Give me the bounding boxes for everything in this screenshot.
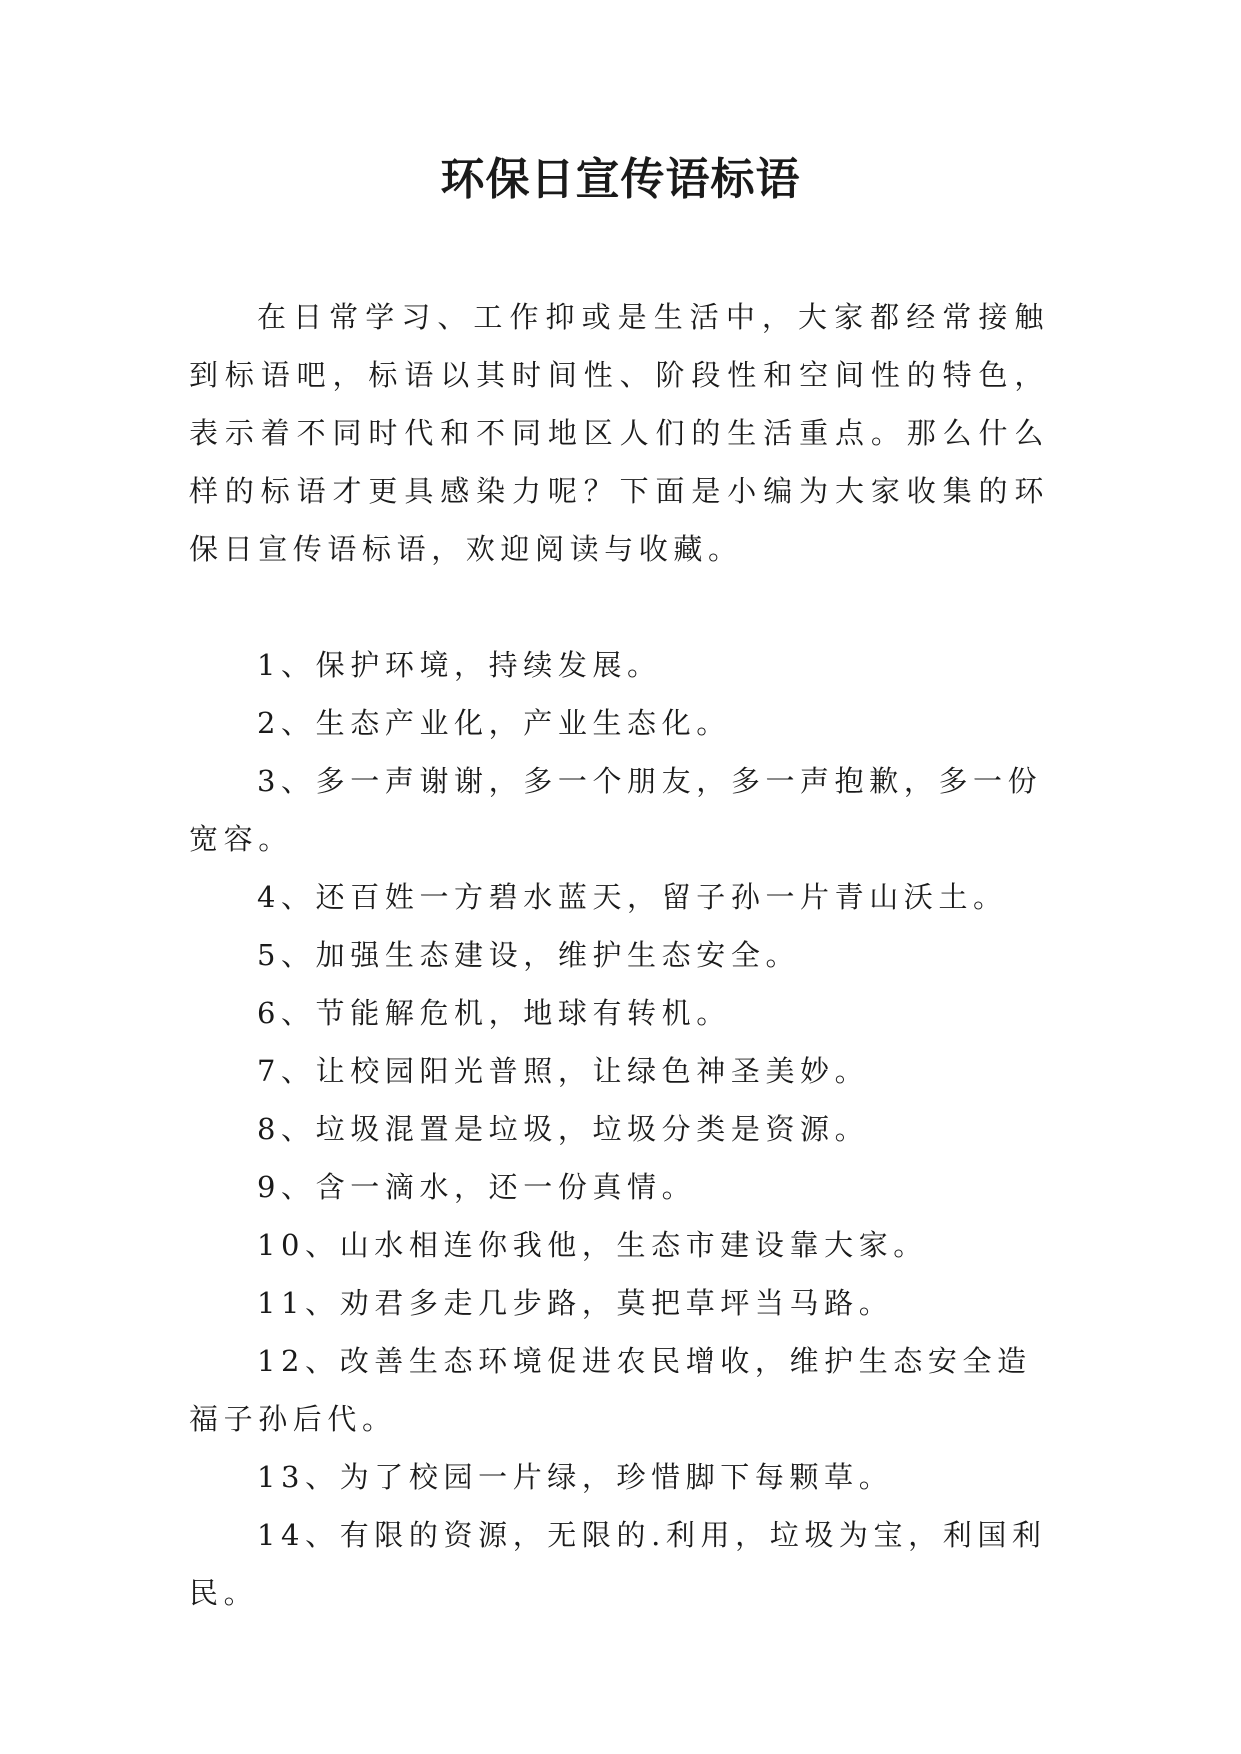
slogan-item-12: 12、改善生态环境促进农民增收，维护生态安全造福子孙后代。	[189, 1344, 1032, 1436]
slogan-item-8: 8、垃圾混置是垃圾，垃圾分类是资源。	[257, 1112, 870, 1146]
slogan-item-3: 3、多一声谢谢，多一个朋友，多一声抱歉，多一份宽容。	[189, 764, 1043, 856]
slogan-item-9: 9、含一滴水，还一份真情。	[257, 1170, 697, 1204]
slogan-item-4: 4、还百姓一方碧水蓝天，留子孙一片青山沃土。	[257, 880, 1008, 914]
intro-paragraph: 在日常学习、工作抑或是生活中，大家都经常接触到标语吧，标语以其时间性、阶段性和空间性的特色，表示着不同时代和不同地区人们的生活重点。那么什么样的标语才更具感染力呢？下面是小编为大家收集的环保日宣传语标语，欢迎阅读与收藏。	[189, 300, 1049, 566]
slogan-item-13: 13、为了校园一片绿，珍惜脚下每颗草。	[257, 1460, 894, 1494]
document-title: 环保日宣传语标语	[440, 154, 801, 205]
slogan-list	[189, 636, 1049, 1622]
document-body	[189, 288, 1049, 1622]
slogan-item-10: 10、山水相连你我他，生态市建设靠大家。	[257, 1228, 928, 1262]
slogan-item-1: 1、保护环境，持续发展。	[257, 648, 662, 682]
slogan-item-5: 5、加强生态建设，维护生态安全。	[257, 938, 801, 972]
slogan-item-14: 14、有限的资源，无限的.利用，垃圾为宝，利国利民。	[189, 1518, 1047, 1610]
slogan-item-11: 11、劝君多走几步路，莫把草坪当马路。	[257, 1286, 894, 1320]
slogan-item-2: 2、生态产业化，产业生态化。	[257, 706, 731, 740]
slogan-item-7: 7、让校园阳光普照，让绿色神圣美妙。	[257, 1054, 870, 1088]
slogan-item-6: 6、节能解危机，地球有转机。	[257, 996, 731, 1030]
